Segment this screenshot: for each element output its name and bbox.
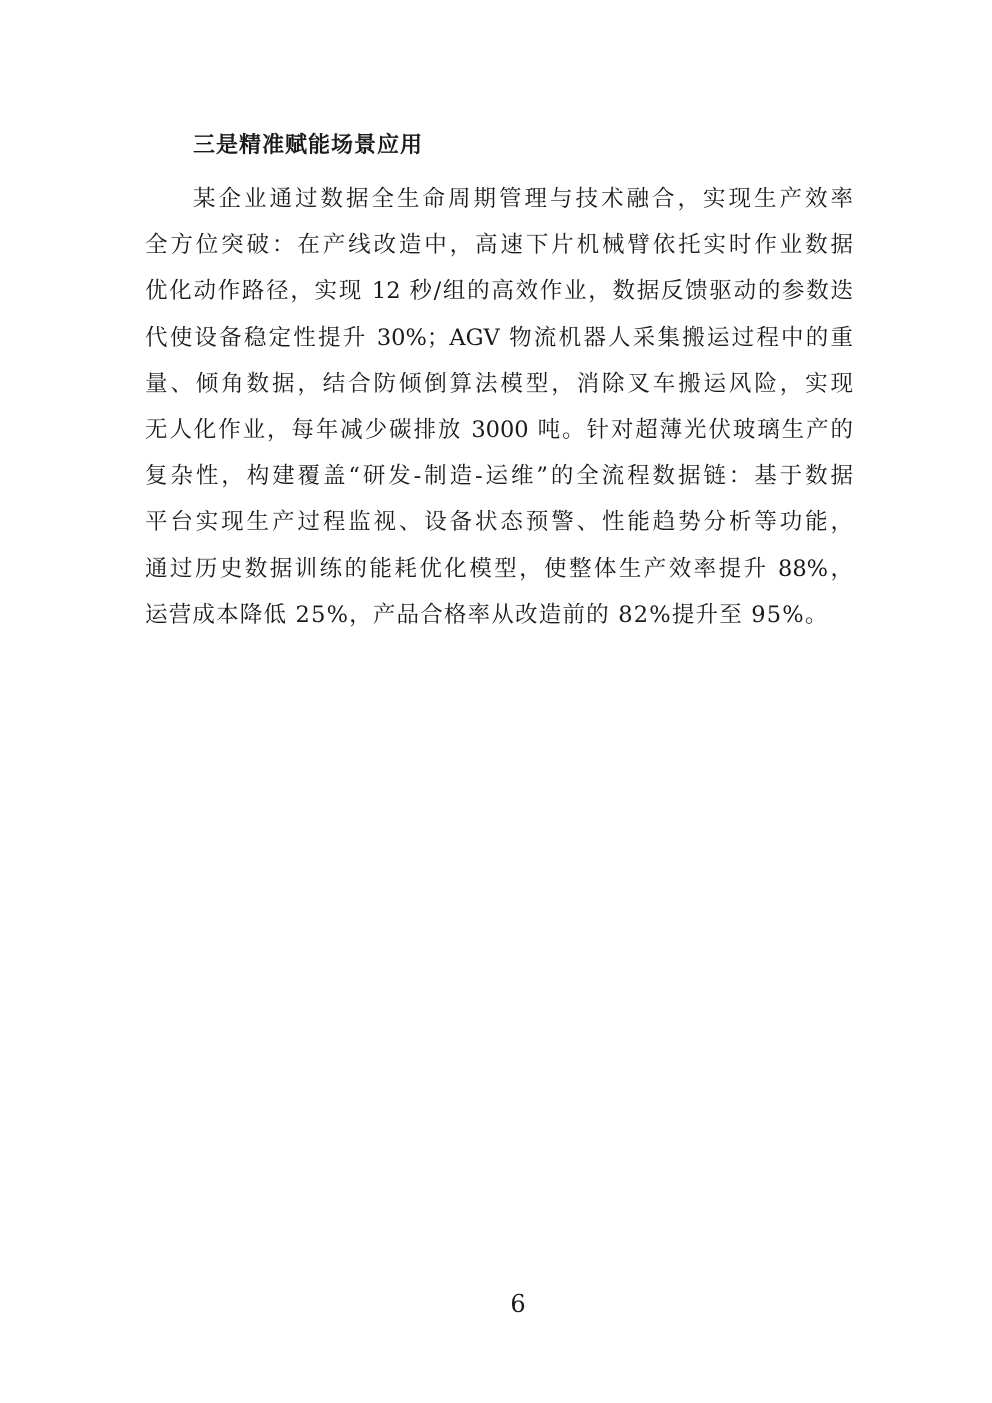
paragraph-line: 运营成本降低 25%，产品合格率从改造前的 82%提升至 95%。 — [145, 601, 829, 628]
paragraph-line: 通过历史数据训练的能耗优化模型，使整体生产效率提升 88%， — [145, 555, 853, 582]
paragraph-line: 复杂性，构建覆盖“研发-制造-运维”的全流程数据链：基于数据 — [145, 463, 853, 490]
section-heading: 三是精准赋能场景应用 — [193, 133, 424, 158]
page-number: 6 — [510, 1290, 526, 1318]
paragraph-line: 优化动作路径，实现 12 秒/组的高效作业，数据反馈驱动的参数迭 — [145, 278, 853, 305]
paragraph-line: 某企业通过数据全生命周期管理与技术融合，实现生产效率 — [193, 186, 853, 212]
paragraph-line: 无人化作业，每年减少碳排放 3000 吨。针对超薄光伏玻璃生产的 — [145, 416, 853, 443]
paragraph-line: 量、倾角数据，结合防倾倒算法模型，消除叉车搬运风险，实现 — [145, 370, 853, 397]
body-paragraph — [145, 176, 853, 638]
paragraph-line: 代使设备稳定性提升 30%；AGV 物流机器人采集搬运过程中的重 — [145, 324, 853, 351]
paragraph-line: 全方位突破：在产线改造中，高速下片机械臂依托实时作业数据 — [145, 232, 853, 259]
paragraph-line: 平台实现生产过程监视、设备状态预警、性能趋势分析等功能， — [145, 509, 853, 536]
